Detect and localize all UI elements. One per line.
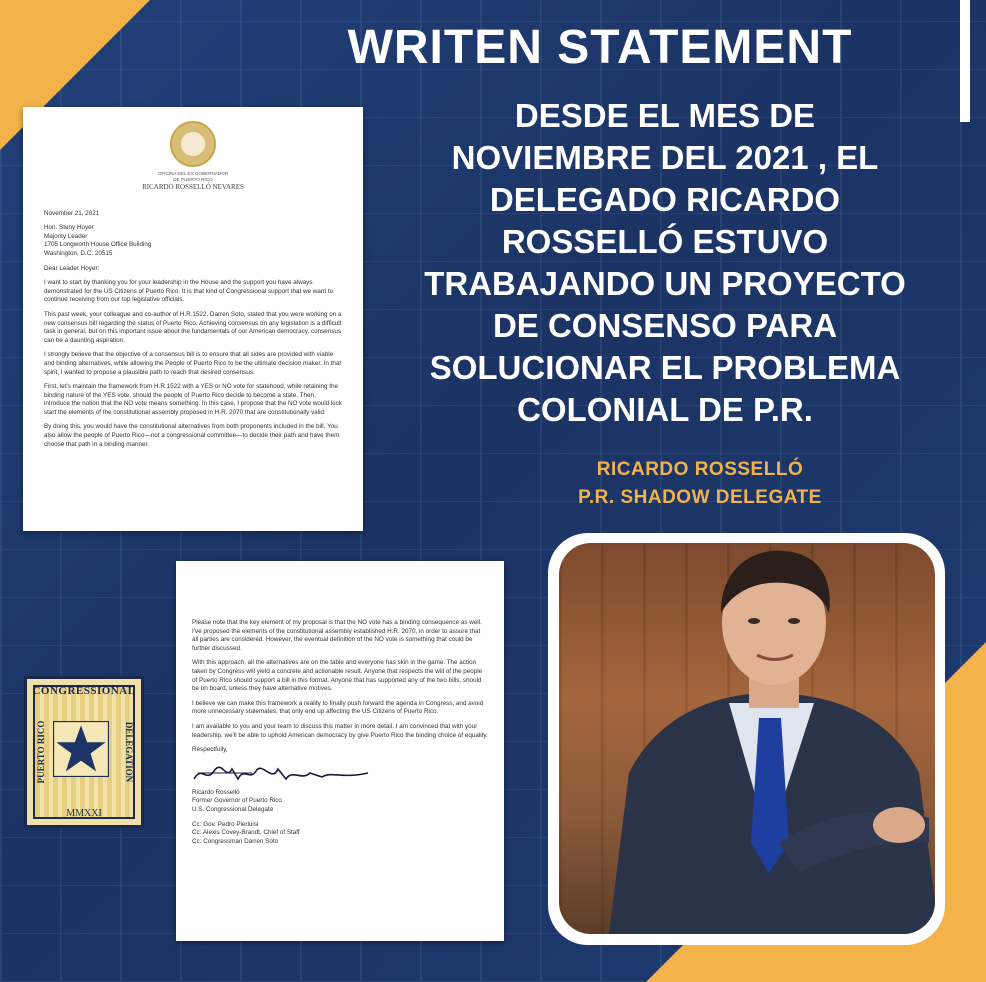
address-line: Majority Leader: [44, 232, 88, 240]
letterhead-office: [44, 171, 342, 183]
letter-page-2: [176, 561, 504, 941]
address-line: Washington, D.C. 20515: [44, 249, 113, 257]
headline-line: ROSSELLÓ ESTUVO: [501, 223, 829, 260]
headline-line: COLONIAL DE P.R.: [517, 391, 813, 428]
signer-line: Ricardo Rosselló: [192, 788, 240, 796]
letter-paragraph: I strongly believe that the objective of a consensus bill is to ensure that all sides are provided with viable and binding alternatives, while allowing the People of Puerto Rico to be the ultimate decision maker. In that spirit, I wanted to propose a plausible path to reach that desired consensus.: [44, 351, 342, 376]
letter-paragraph: By doing this, you would have the constitutional alternatives from both proponents included in the bill. You also allow the people of Puerto Rico—not a congressional committee—to decide their path and have them choose that path in a binding manner.: [44, 423, 340, 448]
letter-address: [44, 224, 342, 258]
letterhead-name: RICARDO ROSSELLÓ NEVARES: [142, 183, 244, 191]
letter-paragraph: First, let's maintain the framework from H.R.1522 with a YES or NO vote for statehood, while retaining the binding nature of the YES vote, should the people of Puerto Rico decide to become a state. Then, introduce the notion that the NO vote means something. In this case, I propose that the NO vote would kick start the elements of the constitutional assembly proposed in H.R. 2070 that are constitutionally valid.: [44, 383, 342, 416]
page-title: WRITEN STATEMENT: [347, 21, 853, 74]
letterhead-line: OFICINA DEL EX GOBERNADOR: [157, 171, 229, 176]
address-line: Hon. Steny Hoyer: [44, 224, 94, 232]
accent-bar: [960, 0, 970, 122]
logo-bottom-text: MMXXI: [66, 808, 102, 819]
logo-left-text: PUERTO RICO: [36, 720, 46, 784]
logo-right-text: DELEGATION: [124, 721, 134, 783]
letter-date: November 21, 2021: [44, 209, 100, 217]
person-figure: [599, 543, 935, 934]
cc-line: Cc: Gov. Pedro Pierluisi: [192, 820, 259, 828]
letterhead-line: DE PUERTO RICO: [173, 177, 213, 182]
cc-line: Cc: Alexis Covey-Brandt, Chief of Staff: [192, 829, 300, 837]
letter-paragraph: With this approach, all the alternatives are on the table and everyone has skin in the game. The action taken by Congress will yield a concrete and actionable result. Anyone that respects the will of the people of Puerto Rico should support a bill in this format. Anyone that has supported any of the two bills, should be on board, unless they have alternative motives.: [192, 659, 483, 693]
portrait-photo: [559, 543, 935, 934]
letter-paragraph: Please note that the key element of my proposal is that the NO vote has a binding consequence as well. I've proposed the elements of the constitutional assembly established H.R. 2070, in order to assure that all parties are considered. However, the eventual definition of the NO vote is something that could be further discussed.: [192, 619, 482, 652]
headline-line: DELEGADO RICARDO: [489, 181, 841, 218]
signer-line: Former Governor of Puerto Rico: [192, 797, 282, 805]
headline-line: TRABAJANDO UN PROYECTO: [424, 265, 906, 302]
seal-icon: [170, 121, 216, 167]
letter-page-1: [23, 107, 363, 531]
signer-line: U.S. Congressional Delegate: [192, 805, 274, 813]
handwritten-signature: [192, 761, 488, 787]
cc-line: Cc: Congressman Darren Soto: [192, 837, 279, 845]
headline-line: NOVIEMBRE DEL 2021 , EL: [451, 139, 879, 176]
letter-paragraph: I am available to you and your team to discuss this matter in more detail. I am convinced that with your leadership, we'll be able to uphold American democracy by give Puerto Rico the binding choice of equality.: [192, 722, 488, 739]
letter-closing: Respectfully,: [192, 746, 228, 754]
headline-line: DESDE EL MES DE: [514, 97, 816, 134]
letter-salutation: Dear Leader Hoyer:: [44, 264, 100, 272]
letter-paragraph: I want to start by thanking you for your leadership in the House and the support you have always demonstrated for the US Citizens of Puerto Rico. It is that kind of Congressional support that we want to continue receiving from our top legislative officials.: [44, 279, 334, 304]
letter-signer: [192, 789, 488, 815]
delegation-logo: [24, 676, 144, 828]
letter-cc: [192, 821, 488, 847]
logo-top-text: CONGRESSIONAL: [32, 685, 136, 697]
letter-paragraph: This past week, your colleague and co-author of H.R.1522, Darren Soto, stated that you were working on a new consensus bill regarding the status of Puerto Rico. Achieving consensus on any legislation is a difficult task in general, but on this important issue about the fundamentals of our American democracy, consensus can be a daunting aspiration.: [44, 310, 342, 344]
letter-paragraph: I believe we can make this framework a reality to finally push forward the agenda in Congress, and avoid more unnecessary stalemates, that only end up affecting the US Citizens of Puerto Rico.: [192, 699, 484, 716]
headline: [405, 95, 925, 431]
headline-line: DE CONSENSO PARA: [492, 307, 838, 344]
address-line: 1705 Longworth House Office Building: [44, 241, 152, 249]
star-icon: [53, 721, 109, 777]
author-title: P.R. SHADOW DELEGATE: [578, 487, 822, 508]
headline-line: SOLUCIONAR EL PROBLEMA: [429, 349, 901, 386]
author-name: RICARDO ROSSELLÓ: [596, 459, 804, 480]
